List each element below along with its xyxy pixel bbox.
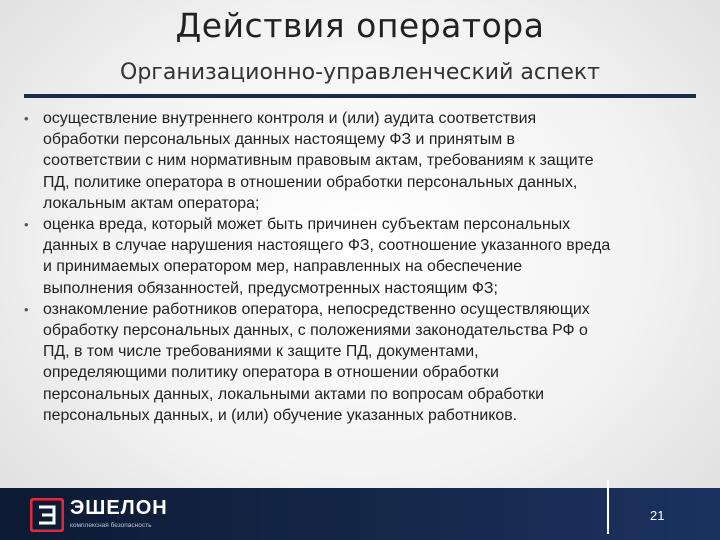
logo-name: ЭШЕЛОН [70,497,168,519]
bullet-line: данных в случае нарушения настоящего ФЗ, соотношение указанного вреда [43,237,611,255]
bullet-item [22,214,682,299]
bullet-item [22,299,682,426]
bullet-line: выполнения обязанностей, предусмотренных настоящим ФЗ; [43,279,498,297]
title-divider [24,94,696,98]
bullet-icon: • [24,217,29,233]
bullet-line: и принимаемых оператором мер, направленных на обеспечение [43,258,523,276]
bullet-list [22,108,682,426]
slide-title: Действия оператора [175,6,545,45]
footer-bar [0,488,720,540]
bullet-line: обработку персональных данных, с положениями законодательства РФ о [43,322,588,340]
bullet-line: персональных данных, и (или) обучение указанных работников. [43,406,518,424]
footer-divider [607,480,609,534]
bullet-line: осуществление внутреннего контроля и (или) аудита соответствия [43,110,537,127]
echelon-logo-icon [30,498,64,532]
bullet-line: определяющими политику оператора в отношении обработки [43,364,499,382]
bullet-line: локальным актам оператора; [43,194,260,212]
page-number: 21 [650,508,665,523]
bullet-item [22,108,682,214]
logo-tagline: комплексная безопасность [70,522,152,529]
bullet-line: персональных данных, локальными актами по вопросам обработки [43,385,545,403]
slide-subtitle: Организационно-управленческий аспект [120,60,600,85]
bullet-line: соответствии с ним нормативным правовым актам, требованиям к защите [43,152,594,170]
bullet-line: оценка вреда, который может быть причинен субъектам персональных [43,216,571,234]
bullet-icon: • [24,111,29,126]
bullet-line: обработки персональных данных настоящему ФЗ и принятым в [43,131,515,149]
bullet-line: ПД, в том числе требованиями к защите ПД, документами, [43,343,479,361]
bullet-line: ознакомление работников оператора, непосредственно осуществляющих [43,300,590,318]
bullet-icon: • [24,301,29,317]
bullet-line: ПД, политике оператора в отношении обработки персональных данных, [43,173,578,191]
